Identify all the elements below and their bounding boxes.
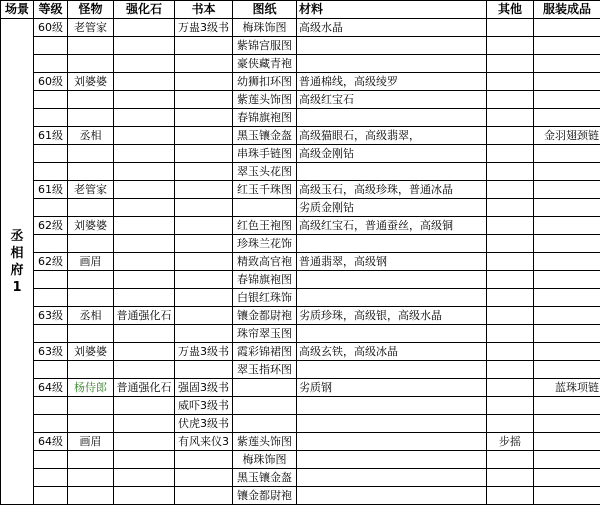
monster-cell xyxy=(68,109,114,127)
material-cell: 普通翡翠，高级钢 xyxy=(297,253,487,271)
product-cell xyxy=(534,307,600,325)
product-cell xyxy=(534,361,600,379)
other-cell: 步摇 xyxy=(487,433,534,451)
stone-cell xyxy=(114,19,175,37)
material-cell: 高级金刚钻 xyxy=(297,145,487,163)
other-cell xyxy=(487,109,534,127)
drawing-cell: 镶金都尉袍 xyxy=(233,487,297,505)
other-cell xyxy=(487,307,534,325)
level-cell: 62级 xyxy=(34,217,68,235)
book-cell xyxy=(175,325,233,343)
drawing-cell: 春锦旗袍图 xyxy=(233,271,297,289)
level-cell: 64级 xyxy=(34,379,68,397)
monster-cell xyxy=(68,235,114,253)
material-cell xyxy=(297,325,487,343)
monster-cell: 画眉 xyxy=(68,433,114,451)
table-row xyxy=(1,163,600,181)
header-row xyxy=(1,1,600,19)
stone-cell xyxy=(114,361,175,379)
monster-cell xyxy=(68,163,114,181)
drawing-cell xyxy=(233,415,297,433)
book-cell xyxy=(175,487,233,505)
monster-cell xyxy=(68,451,114,469)
header-product: 服装成品 xyxy=(534,1,600,19)
product-cell xyxy=(534,253,600,271)
table-row xyxy=(1,289,600,307)
monster-cell: 老管家 xyxy=(68,19,114,37)
book-cell xyxy=(175,361,233,379)
table-row xyxy=(1,199,600,217)
stone-cell xyxy=(114,343,175,361)
level-cell xyxy=(34,289,68,307)
material-cell xyxy=(297,271,487,289)
monster-cell xyxy=(68,91,114,109)
stone-cell xyxy=(114,181,175,199)
stone-cell xyxy=(114,487,175,505)
other-cell xyxy=(487,199,534,217)
other-cell xyxy=(487,253,534,271)
stone-cell: 普通强化石 xyxy=(114,307,175,325)
header-level: 等级 xyxy=(34,1,68,19)
book-cell xyxy=(175,181,233,199)
level-cell xyxy=(34,469,68,487)
level-cell xyxy=(34,109,68,127)
material-cell: 劣质钢 xyxy=(297,379,487,397)
stone-cell xyxy=(114,469,175,487)
level-cell xyxy=(34,145,68,163)
table-row xyxy=(1,307,600,325)
stone-cell xyxy=(114,127,175,145)
book-cell xyxy=(175,235,233,253)
other-cell xyxy=(487,271,534,289)
product-cell xyxy=(534,217,600,235)
scene-name-char: 府 xyxy=(1,262,33,279)
other-cell xyxy=(487,163,534,181)
material-cell: 高级红宝石，普通蚕丝，高级铜 xyxy=(297,217,487,235)
table-body xyxy=(1,19,600,505)
product-cell xyxy=(534,19,600,37)
monster-cell: 杨侍郎 xyxy=(68,379,114,397)
material-cell: 普通棉线，高级绫罗 xyxy=(297,73,487,91)
level-cell xyxy=(34,325,68,343)
book-cell: 强固3级书 xyxy=(175,379,233,397)
header-book: 书本 xyxy=(175,1,233,19)
product-cell xyxy=(534,415,600,433)
level-cell: 62级 xyxy=(34,253,68,271)
drawing-cell: 豪侠藏青袍 xyxy=(233,55,297,73)
monster-cell: 刘婆婆 xyxy=(68,73,114,91)
table-row xyxy=(1,19,600,37)
level-cell: 63级 xyxy=(34,343,68,361)
stone-cell xyxy=(114,217,175,235)
material-cell xyxy=(297,37,487,55)
stone-cell xyxy=(114,109,175,127)
drawing-cell: 红玉千珠图 xyxy=(233,181,297,199)
material-cell: 高级玉石，高级珍珠，普通冰晶 xyxy=(297,181,487,199)
table-row xyxy=(1,487,600,505)
level-cell: 64级 xyxy=(34,433,68,451)
table-row xyxy=(1,145,600,163)
book-cell xyxy=(175,217,233,235)
monster-cell: 丞相 xyxy=(68,127,114,145)
table-row xyxy=(1,397,600,415)
level-cell xyxy=(34,487,68,505)
product-cell xyxy=(534,289,600,307)
scene-name-char: 1 xyxy=(1,279,33,296)
other-cell xyxy=(487,415,534,433)
material-cell: 劣质金刚钻 xyxy=(297,199,487,217)
table-row xyxy=(1,127,600,145)
level-cell: 61级 xyxy=(34,127,68,145)
level-cell xyxy=(34,199,68,217)
table-row xyxy=(1,433,600,451)
other-cell xyxy=(487,289,534,307)
level-cell xyxy=(34,451,68,469)
drawing-cell xyxy=(233,397,297,415)
monster-cell: 刘婆婆 xyxy=(68,217,114,235)
stone-cell xyxy=(114,451,175,469)
stone-cell xyxy=(114,415,175,433)
drawing-cell: 梅珠饰图 xyxy=(233,19,297,37)
monster-cell xyxy=(68,361,114,379)
monster-cell xyxy=(68,37,114,55)
material-cell xyxy=(297,361,487,379)
table-row xyxy=(1,325,600,343)
book-cell xyxy=(175,109,233,127)
table-row xyxy=(1,343,600,361)
monster-cell: 刘婆婆 xyxy=(68,343,114,361)
other-cell xyxy=(487,37,534,55)
product-cell xyxy=(534,343,600,361)
level-cell xyxy=(34,415,68,433)
material-cell xyxy=(297,433,487,451)
monster-cell xyxy=(68,199,114,217)
table-row xyxy=(1,109,600,127)
monster-cell: 画眉 xyxy=(68,253,114,271)
product-cell xyxy=(534,451,600,469)
product-cell xyxy=(534,397,600,415)
product-cell xyxy=(534,325,600,343)
material-cell xyxy=(297,487,487,505)
drawing-cell: 霞彩锦裙图 xyxy=(233,343,297,361)
other-cell xyxy=(487,127,534,145)
monster-cell xyxy=(68,55,114,73)
drawing-cell: 幼狮扣环图 xyxy=(233,73,297,91)
level-cell xyxy=(34,397,68,415)
other-cell xyxy=(487,379,534,397)
product-cell xyxy=(534,91,600,109)
drawing-cell: 紫莲头饰图 xyxy=(233,433,297,451)
other-cell xyxy=(487,181,534,199)
monster-cell xyxy=(68,397,114,415)
stone-cell: 普通强化石 xyxy=(114,379,175,397)
material-cell xyxy=(297,163,487,181)
other-cell xyxy=(487,469,534,487)
monster-cell: 丞相 xyxy=(68,307,114,325)
level-cell xyxy=(34,361,68,379)
header-monster: 怪物 xyxy=(68,1,114,19)
monster-cell xyxy=(68,145,114,163)
product-cell xyxy=(534,55,600,73)
book-cell xyxy=(175,307,233,325)
level-cell xyxy=(34,163,68,181)
drawing-cell: 翠玉指环图 xyxy=(233,361,297,379)
table-row xyxy=(1,55,600,73)
book-cell xyxy=(175,451,233,469)
monster-cell xyxy=(68,469,114,487)
table-row xyxy=(1,253,600,271)
monster-cell xyxy=(68,325,114,343)
drawing-cell: 珍珠兰花饰 xyxy=(233,235,297,253)
book-cell xyxy=(175,37,233,55)
material-cell: 高级水晶 xyxy=(297,19,487,37)
book-cell xyxy=(175,253,233,271)
product-cell xyxy=(534,109,600,127)
table-row xyxy=(1,235,600,253)
table-row xyxy=(1,217,600,235)
drawing-cell: 春锦旗袍图 xyxy=(233,109,297,127)
drawing-cell: 翠玉头花图 xyxy=(233,163,297,181)
drawing-cell xyxy=(233,199,297,217)
stone-cell xyxy=(114,37,175,55)
other-cell xyxy=(487,325,534,343)
material-cell: 劣质珍珠，高级银，高级水晶 xyxy=(297,307,487,325)
table-row xyxy=(1,379,600,397)
material-cell xyxy=(297,109,487,127)
other-cell xyxy=(487,55,534,73)
header-other: 其他 xyxy=(487,1,534,19)
level-cell xyxy=(34,271,68,289)
book-cell xyxy=(175,127,233,145)
drawing-cell: 黑玉镶金盔 xyxy=(233,127,297,145)
drawing-cell: 镶金都尉袍 xyxy=(233,307,297,325)
book-cell xyxy=(175,145,233,163)
material-cell xyxy=(297,415,487,433)
stone-cell xyxy=(114,55,175,73)
monster-cell xyxy=(68,271,114,289)
level-cell: 61级 xyxy=(34,181,68,199)
material-cell xyxy=(297,397,487,415)
product-cell: 蓝珠项链 xyxy=(534,379,600,397)
product-cell xyxy=(534,487,600,505)
stone-cell xyxy=(114,163,175,181)
drawing-cell: 珠帘翠玉图 xyxy=(233,325,297,343)
level-cell xyxy=(34,37,68,55)
product-cell xyxy=(534,73,600,91)
scene-name-char: 相 xyxy=(1,245,33,262)
book-cell: 有风来仪3 xyxy=(175,433,233,451)
product-cell xyxy=(534,163,600,181)
stone-cell xyxy=(114,145,175,163)
book-cell: 万蛊3级书 xyxy=(175,19,233,37)
stone-cell xyxy=(114,289,175,307)
stone-cell xyxy=(114,433,175,451)
table-row xyxy=(1,361,600,379)
drawing-cell: 黑玉镶金盔 xyxy=(233,469,297,487)
level-cell: 60级 xyxy=(34,19,68,37)
table-row xyxy=(1,37,600,55)
scene-name-char: 丞 xyxy=(1,228,33,245)
material-cell: 高级玄铁，高级冰晶 xyxy=(297,343,487,361)
monster-cell xyxy=(68,487,114,505)
book-cell xyxy=(175,199,233,217)
drawing-cell xyxy=(233,379,297,397)
book-cell xyxy=(175,55,233,73)
monster-cell: 老管家 xyxy=(68,181,114,199)
book-cell xyxy=(175,289,233,307)
product-cell xyxy=(534,145,600,163)
drawing-cell: 白银红珠饰 xyxy=(233,289,297,307)
header-material: 材料 xyxy=(297,1,487,19)
level-cell xyxy=(34,91,68,109)
material-cell: 高级猫眼石，高级翡翠， xyxy=(297,127,487,145)
drawing-cell: 梅珠饰图 xyxy=(233,451,297,469)
other-cell xyxy=(487,397,534,415)
product-cell xyxy=(534,469,600,487)
other-cell xyxy=(487,73,534,91)
drawing-cell: 红色王袍图 xyxy=(233,217,297,235)
other-cell xyxy=(487,361,534,379)
material-cell xyxy=(297,235,487,253)
book-cell: 万蛊3级书 xyxy=(175,343,233,361)
product-cell xyxy=(534,235,600,253)
other-cell xyxy=(487,91,534,109)
product-cell xyxy=(534,37,600,55)
book-cell xyxy=(175,469,233,487)
table-row xyxy=(1,469,600,487)
material-cell: 高级红宝石 xyxy=(297,91,487,109)
book-cell xyxy=(175,73,233,91)
monster-cell xyxy=(68,289,114,307)
stone-cell xyxy=(114,325,175,343)
book-cell xyxy=(175,163,233,181)
stone-cell xyxy=(114,199,175,217)
header-stone: 强化石 xyxy=(114,1,175,19)
product-cell xyxy=(534,181,600,199)
table-row xyxy=(1,451,600,469)
stone-cell xyxy=(114,397,175,415)
monster-cell xyxy=(68,415,114,433)
level-cell: 63级 xyxy=(34,307,68,325)
other-cell xyxy=(487,451,534,469)
book-cell xyxy=(175,91,233,109)
material-cell xyxy=(297,469,487,487)
product-cell xyxy=(534,199,600,217)
table-row xyxy=(1,73,600,91)
drawing-cell: 精致高官袍 xyxy=(233,253,297,271)
product-cell xyxy=(534,433,600,451)
stone-cell xyxy=(114,235,175,253)
stone-cell xyxy=(114,91,175,109)
scene-cell xyxy=(1,19,34,505)
level-cell xyxy=(34,55,68,73)
stone-cell xyxy=(114,271,175,289)
level-cell: 60级 xyxy=(34,73,68,91)
material-cell xyxy=(297,451,487,469)
header-scene: 场景 xyxy=(1,1,34,19)
other-cell xyxy=(487,235,534,253)
other-cell xyxy=(487,343,534,361)
other-cell xyxy=(487,217,534,235)
product-cell xyxy=(534,271,600,289)
drawing-cell: 紫莲头饰图 xyxy=(233,91,297,109)
material-cell xyxy=(297,55,487,73)
other-cell xyxy=(487,487,534,505)
table-row xyxy=(1,271,600,289)
book-cell: 威吓3级书 xyxy=(175,397,233,415)
other-cell xyxy=(487,145,534,163)
other-cell xyxy=(487,19,534,37)
table-row xyxy=(1,91,600,109)
book-cell: 伏虎3级书 xyxy=(175,415,233,433)
table-row xyxy=(1,181,600,199)
drawing-cell: 紫锦宫服图 xyxy=(233,37,297,55)
level-cell xyxy=(34,235,68,253)
header-drawing: 图纸 xyxy=(233,1,297,19)
book-cell xyxy=(175,271,233,289)
drawing-cell: 串珠手链图 xyxy=(233,145,297,163)
table-row xyxy=(1,415,600,433)
stone-cell xyxy=(114,73,175,91)
stone-cell xyxy=(114,253,175,271)
product-cell: 金羽翅颈链 xyxy=(534,127,600,145)
material-cell xyxy=(297,289,487,307)
